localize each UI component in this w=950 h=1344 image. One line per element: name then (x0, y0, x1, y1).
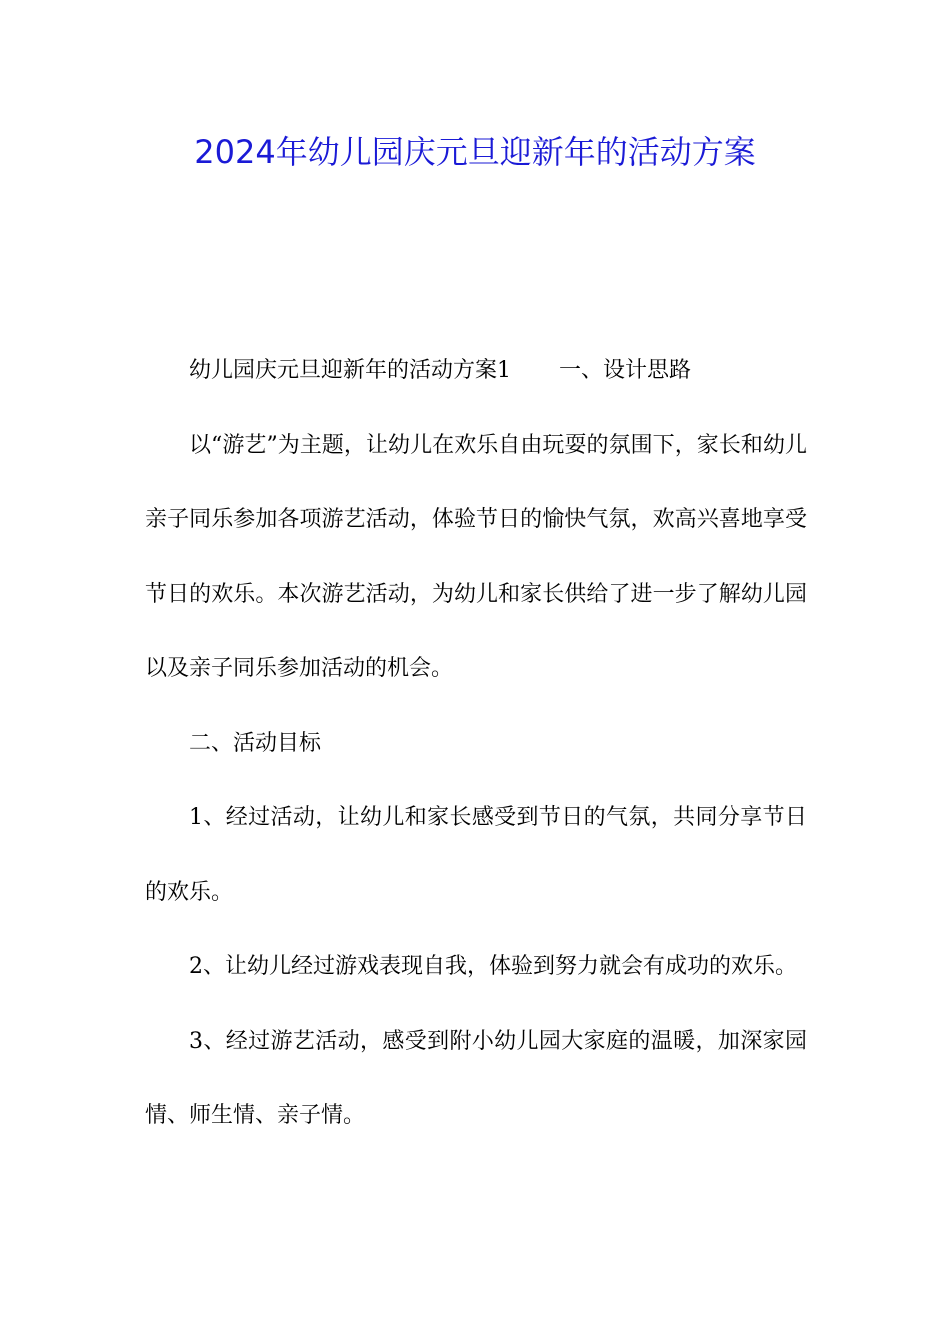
section-heading-line (145, 334, 807, 409)
document-title: 2024年幼儿园庆元旦迎新年的活动方案 (194, 133, 756, 171)
plan-heading: 幼儿园庆元旦迎新年的活动方案1 (189, 358, 511, 383)
goal-item-3: 3、经过游艺活动，感受到附小幼儿园大家庭的温暖，加深家园情、师生情、亲子情。 (145, 1028, 807, 1128)
goal-item-2: 2、让幼儿经过游戏表现自我，体验到努力就会有成功的欢乐。 (189, 954, 797, 979)
activity-goals-heading: 二、活动目标 (189, 730, 322, 756)
paragraph-design-idea: 以“游艺”为主题，让幼儿在欢乐自由玩耍的氛围下，家长和幼儿亲子同乐参加各项游艺活动，体验节日的愉快气氛，欢高兴喜地享受节日的欢乐。本次游艺活动，为幼儿和家长供给了进一步了解幼儿园以及亲子同乐参加活动的机会。 (145, 432, 807, 681)
design-idea-heading: 一、设计思路 (559, 358, 692, 383)
document-body (145, 334, 807, 1154)
goal-item-1: 1、经过活动，让幼儿和家长感受到节日的气氛，共同分享节日的欢乐。 (145, 805, 807, 905)
